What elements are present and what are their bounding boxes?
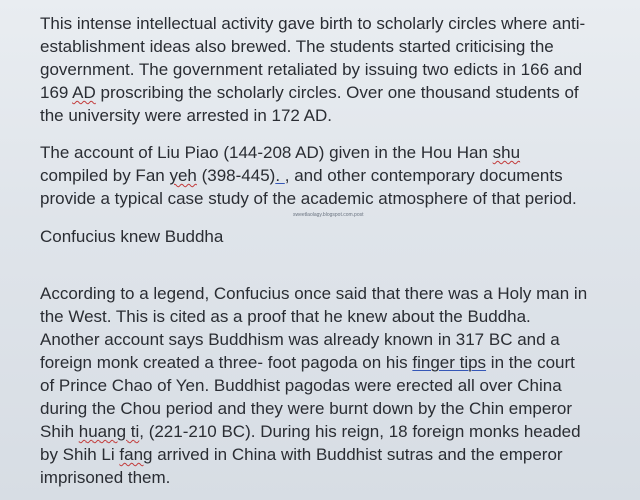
paragraph-3 xyxy=(40,282,634,489)
text-line xyxy=(40,351,634,374)
text-fragment: Shih xyxy=(40,422,79,441)
text-fragment: compiled by Fan xyxy=(40,166,170,185)
text-line: during the Chou period and they were burnt down by the Chin emperor xyxy=(40,399,573,418)
text-line: the university were arrested in 172 AD. xyxy=(40,106,332,125)
text-line xyxy=(40,81,634,104)
text-line: establishment ideas also brewed. The students started criticising the xyxy=(40,37,554,56)
text-fragment: proscribing the scholarly circles. Over one thousand students of xyxy=(95,83,579,102)
spellcheck-word[interactable]: shu xyxy=(492,143,521,162)
spellcheck-word[interactable]: AD xyxy=(72,83,96,102)
text-line: According to a legend, Confucius once said that there was a Holy man in xyxy=(40,284,588,303)
text-fragment: foreign monk created a three- foot pagoda on his xyxy=(40,353,413,372)
spellcheck-word[interactable]: huang ti xyxy=(78,422,140,441)
text-line: Another account says Buddhism was already known in 317 BC and a xyxy=(40,330,560,349)
text-fragment: The account of Liu Piao (144-208 AD) given in the Hou Han xyxy=(40,143,493,162)
section-heading: Confucius knew Buddha xyxy=(40,227,224,246)
text-fragment: in the court xyxy=(486,353,575,372)
text-fragment: by Shih Li xyxy=(40,445,120,464)
spellcheck-word[interactable]: yeh xyxy=(169,166,197,185)
text-line xyxy=(40,164,634,187)
text-fragment: 169 xyxy=(40,83,73,102)
text-line xyxy=(40,443,634,466)
text-fragment: , (221-210 BC). During his reign, 18 foreign monks headed xyxy=(139,422,581,441)
text-line xyxy=(40,141,634,164)
text-fragment: arrived in China with Buddhist sutras and the emperor xyxy=(152,445,563,464)
document-body xyxy=(40,12,634,489)
text-line xyxy=(40,420,634,443)
text-line: imprisoned them. xyxy=(40,468,171,487)
grammar-flag[interactable]: . xyxy=(275,166,285,185)
text-fragment: (398-445) xyxy=(196,166,276,185)
text-fragment: , and other contemporary documents xyxy=(284,166,563,185)
text-line: This intense intellectual activity gave birth to scholarly circles where anti- xyxy=(40,14,586,33)
text-line: the West. This is cited as a proof that he knew about the Buddha. xyxy=(40,307,531,326)
watermark: sweetlaolagy.blogspot.com.post xyxy=(293,212,364,218)
paragraph-1 xyxy=(40,12,634,127)
paragraph-spacer xyxy=(40,248,634,282)
text-line: government. The government retaliated by issuing two edicts in 166 and xyxy=(40,60,583,79)
spellcheck-word[interactable]: fang xyxy=(119,445,153,464)
paragraph-spacer xyxy=(40,127,634,141)
text-line: provide a typical case study of the academic atmosphere of that period. xyxy=(40,189,577,208)
text-line: of Prince Chao of Yen. Buddhist pagodas were erected all over China xyxy=(40,376,562,395)
paragraph-2 xyxy=(40,141,634,210)
grammar-flag[interactable]: finger tips xyxy=(412,353,487,372)
